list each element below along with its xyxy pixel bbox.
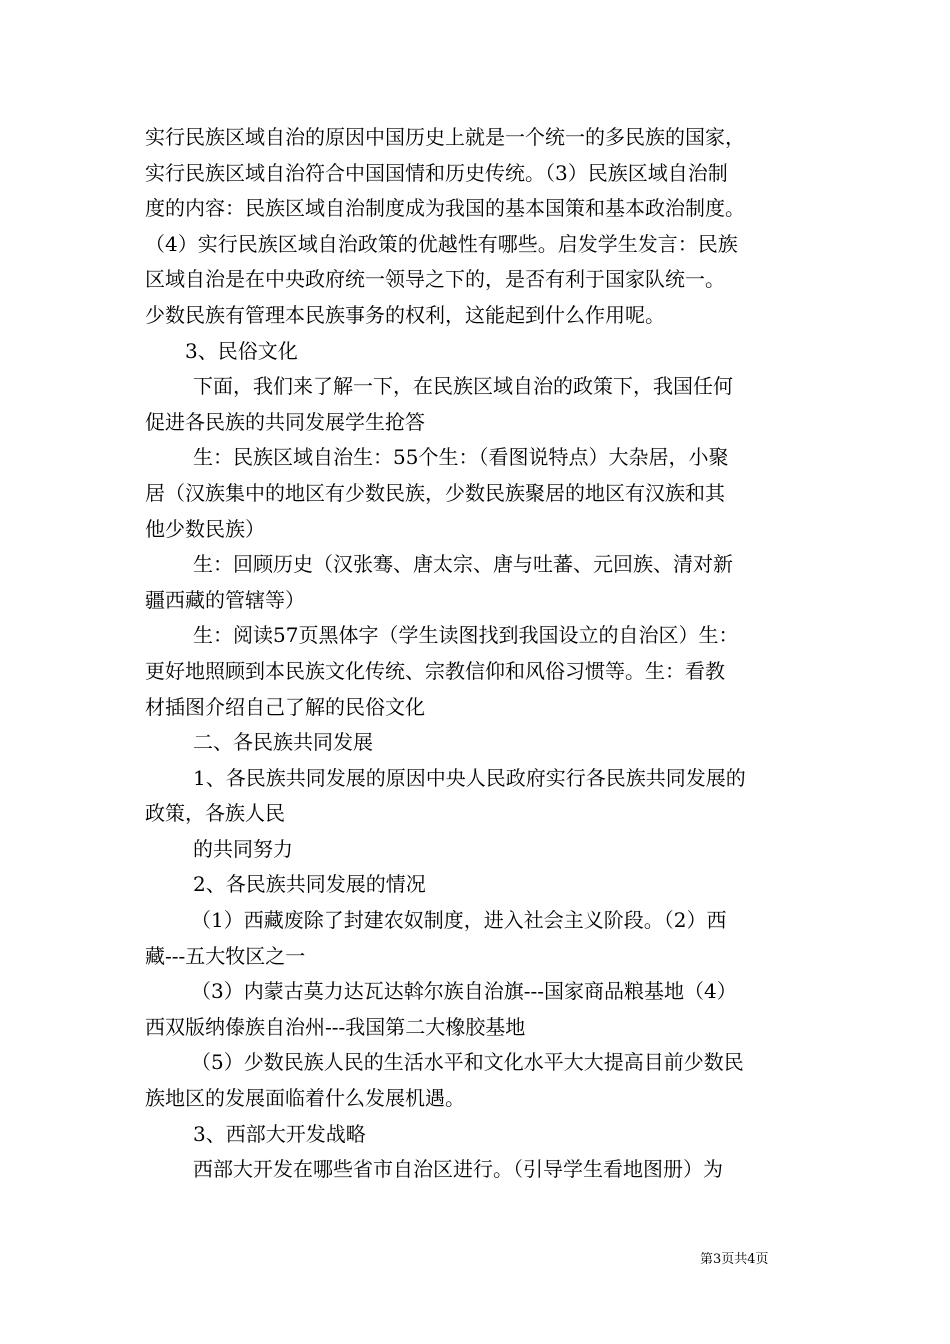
text-line: 实行民族区域自治的原因中国历史上就是一个统一的多民族的国家， [145, 125, 745, 149]
document-body [145, 120, 815, 1188]
text-line: （4）实行民族区域自治政策的优越性有哪些。启发学生发言：民族 [145, 231, 738, 256]
section-heading: 3、西部大开发战略 [193, 1121, 366, 1146]
page-number: 第3页共4页 [700, 1252, 769, 1267]
text-line: 材插图介绍自己了解的民俗文化 [145, 694, 425, 719]
text-line: 下面，我们来了解一下，在民族区域自治的政策下，我国任何 [193, 374, 733, 399]
text-line: 区域自治是在中央政府统一领导之下的，是否有利于国家队统一。 [145, 267, 725, 292]
section-heading: 3、民俗文化 [185, 338, 298, 363]
text-line: （5）少数民族人民的生活水平和文化水平大大提高目前少数民 [191, 1050, 744, 1075]
text-line: （1）西藏废除了封建农奴制度，进入社会主义阶段。（2）西 [191, 908, 727, 933]
text-line: 实行民族区域自治符合中国国情和历史传统。（3）民族区域自治制 [145, 160, 728, 185]
text-line: 政策，各族人民 [145, 801, 285, 826]
text-line: 西双版纳傣族自治州---我国第二大橡胶基地 [145, 1014, 526, 1039]
text-line: 生：民族区域自治生：55个生：（看图说特点）大杂居，小聚 [193, 445, 729, 470]
section-heading: 2、各民族共同发展的情况 [193, 872, 426, 897]
text-line: 生：阅读57页黑体字（学生读图找到我国设立的自治区）生： [193, 623, 739, 648]
text-line: 促进各民族的共同发展学生抢答 [145, 409, 425, 434]
text-line: 疆西藏的管辖等） [145, 587, 305, 612]
text-line: 度的内容：民族区域自治制度成为我国的基本国策和基本政治制度。 [145, 196, 745, 221]
text-line: 的共同努力 [193, 836, 293, 861]
section-heading: 二、各民族共同发展 [193, 730, 373, 755]
text-line: 西部大开发在哪些省市自治区进行。（引导学生看地图册）为 [193, 1157, 723, 1182]
text-line: 藏---五大牧区之一 [145, 943, 306, 968]
text-line: 居（汉族集中的地区有少数民族，少数民族聚居的地区有汉族和其 [145, 480, 725, 505]
text-line: 更好地照顾到本民族文化传统、宗教信仰和风俗习惯等。生：看教 [145, 658, 725, 683]
text-line: 族地区的发展面临着什么发展机遇。 [145, 1086, 465, 1111]
text-line: 少数民族有管理本民族事务的权利，这能起到什么作用呢。 [145, 302, 665, 327]
text-line: 生：回顾历史（汉张骞、唐太宗、唐与吐蕃、元回族、清对新 [193, 552, 733, 577]
text-line: 1、各民族共同发展的原因中央人民政府实行各民族共同发展的 [193, 765, 746, 790]
text-line: 他少数民族） [145, 516, 265, 541]
text-line: （3）内蒙古莫力达瓦达斡尔族自治旗---国家商品粮基地（4） [191, 979, 737, 1004]
